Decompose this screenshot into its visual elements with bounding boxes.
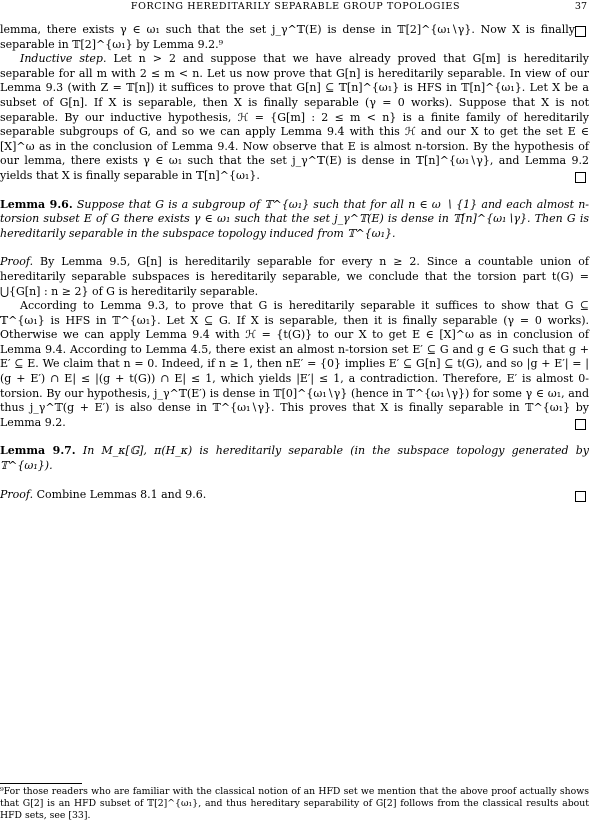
qed-square — [575, 419, 586, 430]
proof-label: Proof. — [0, 255, 34, 269]
proof-label: Proof. — [0, 487, 34, 501]
paragraph-text: lemma, there exists γ ∈ ω₁ such that the set j_γ^𝕋(E) is dense in 𝕋[2]^{ω₁∖γ}. Now X is finally separable in 𝕋[2]^{ω₁} by Lemma 9.2.⁹ — [0, 23, 575, 51]
proof-text: Combine Lemmas 8.1 and 9.6. — [36, 487, 207, 501]
footnote — [0, 786, 589, 822]
running-title: FORCING HEREDITARILY SEPARABLE GROUP TOPOLOGIES — [130, 1, 461, 12]
proof-lemma-9-7 — [0, 488, 589, 503]
paragraph-according — [0, 299, 589, 430]
lemma-9-7-statement: In M_κ[𝔾], π(H_κ) is hereditarily separable (in the subspace topology generated by 𝕋^{ω₁}). — [0, 444, 590, 473]
paragraph-lemma-continuation — [0, 23, 589, 52]
proof-text: By Lemma 9.5, G[n] is hereditarily separable for every n ≥ 2. Since a countable union of hereditarily separable subspaces is hereditarily separable, we conclude that the torsion part t(G) = ⋃{G[n] : n ≥ 2} of G is hereditarily separable. — [0, 255, 590, 298]
lemma-9-6-statement: Suppose that G is a subgroup of 𝕋^{ω₁} such that for all n ∈ ω ∖ {1} and each almost n-torsion subset E of G there exists γ ∈ ω₁ such that the set j_γ^𝕋(E) is dense in 𝕋[n]^{ω₁∖γ}. Then G is hereditarily separable in the subspace topology induced from 𝕋^{ω₁}. — [0, 197, 590, 240]
footnote-rule — [0, 783, 82, 784]
paragraph-text: Let n > 2 and suppose that we have already proved that G[m] is hereditarily separable for all m with 2 ≤ m < n. Let us now prove that G[n] is hereditarily separable. In view of our Lemma 9.3 (with Z = 𝕋[n]) it suffices to prove that G[n] ⊆ 𝕋[n]^{ω₁} is HFS in 𝕋[n]^{ω₁}. Let X be a subset of G[n]. If X is separable, then X is finally separable (γ = 0 works). Suppose that X is not separable. By our inductive hypothesis, ℋ = {G[m] : 2 ≤ m < n} is a finite family of hereditarily separable subgroups of G, and so we can apply Lemma 9.4 with this ℋ and our X to get the set E ∈ [X]^ω as in the conclusion of Lemma 9.4. Now observe that E is almost n-torsion. By the hypothesis of our lemma, there exists γ ∈ ω₁ such that the set j_γ^𝕋(E) is dense in 𝕋[n]^{ω₁∖γ}, and Lemma 9.2 yields that X is finally separable in 𝕋[n]^{ω₁}. — [0, 52, 589, 182]
qed-square — [575, 491, 586, 502]
qed-square — [575, 26, 586, 37]
lemma-9-7-label: Lemma 9.7. — [0, 444, 76, 458]
footnote-text: ⁹For those readers who are familiar with the classical notion of an HFD set we mention that the above proof actually shows that G[2] is an HFD subset of 𝕋[2]^{ω₁}, and thus hereditary separability of G[2] follows from the classical results about HFD sets, see [33]. — [0, 786, 589, 821]
paragraph-text: According to Lemma 9.3, to prove that G is hereditarily separable it suffices to show that G ⊆ 𝕋^{ω₁} is HFS in 𝕋^{ω₁}. Let X ⊆ G. If X is separable, then it is finally separable (γ = 0 works). Otherwise we can apply Lemma 9.4 with ℋ = {t(G)} to our X to get E ∈ [X]^ω as in conclusion of Lemma 9.4. According to Lemma 4.5, there exist an almost n-torsion set E′ ⊆ G and g ∈ G such that g + E′ ⊆ E. We claim that n = 0. Indeed, if n ≥ 1, then nE′ = {0} implies E′ ⊆ G[n] ⊆ t(G), and so |g + E′| = |(g + E′) ∩ E| ≤ |(g + t(G)) ∩ E| ≤ 1, which yields |E′| ≤ 1, a contradiction. Therefore, E′ is almost 0-torsion. By our hypothesis, j_γ^𝕋(E′) is dense in 𝕋[0]^{ω₁∖γ} (hence in 𝕋^{ω₁∖γ}) for some γ ∈ ω₁, and thus j_γ^𝕋(g + E′) is also dense in 𝕋^{ω₁∖γ}. This proves that X is finally separable in 𝕋^{ω₁} by Lemma 9.2. — [0, 299, 589, 429]
lemma-9-6 — [0, 198, 589, 242]
inductive-step-label: Inductive step. — [20, 52, 107, 66]
lemma-9-7 — [0, 444, 589, 473]
page-number: 37 — [574, 1, 587, 12]
running-header — [0, 0, 591, 14]
qed-square — [575, 172, 586, 183]
page-body — [0, 23, 589, 502]
lemma-9-6-label: Lemma 9.6. — [0, 197, 73, 211]
proof-lemma-9-6 — [0, 255, 589, 299]
paragraph-inductive-step — [0, 52, 589, 183]
